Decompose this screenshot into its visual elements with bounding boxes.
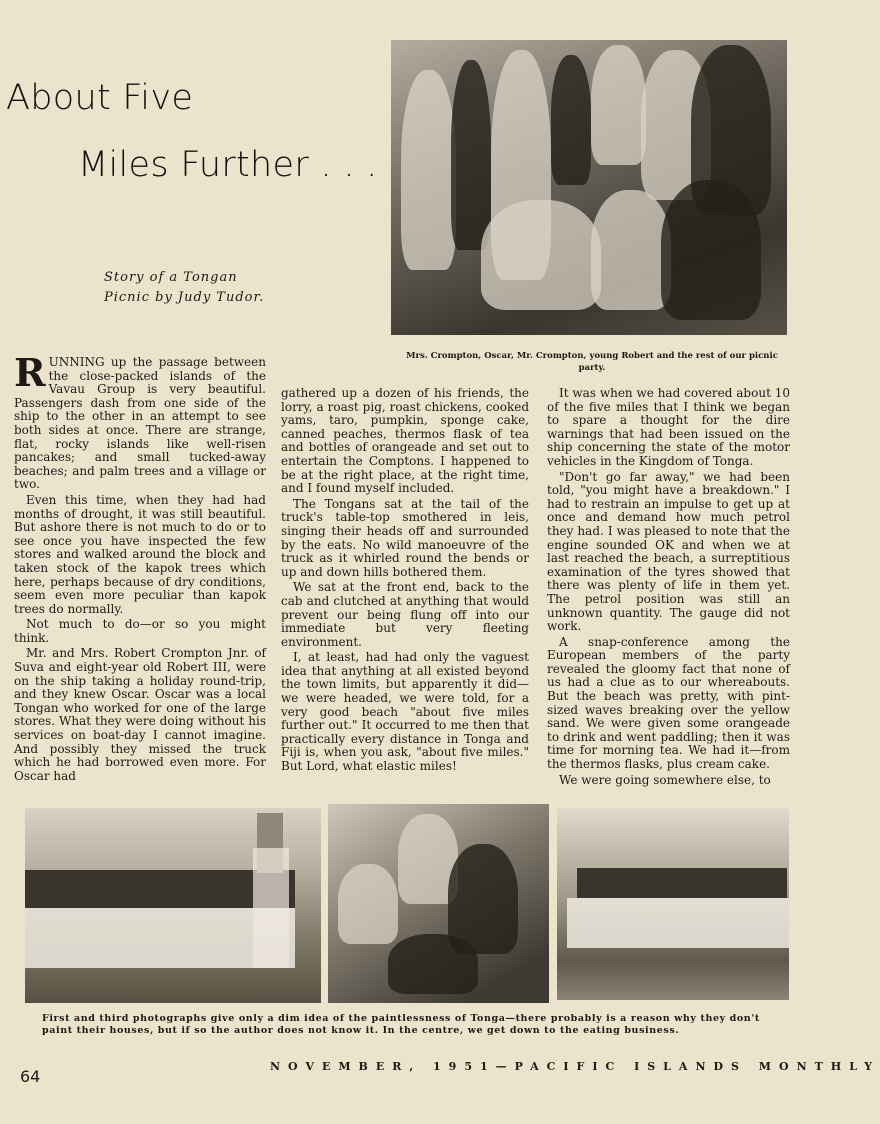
picnic-eating-photo: [328, 804, 549, 1003]
photo-caption-top: Mrs. Crompton, Oscar, Mr. Crompton, young Robert and the rest of our picnic party.: [406, 351, 778, 373]
paragraph: Not much to do—or so you might think.: [14, 617, 266, 645]
group-photo: [391, 40, 787, 335]
paragraph: gathered up a dozen of his friends, the lorry, a roast pig, roast chickens, cooked yams, taro, pumpkin, sponge cake, canned peaches, thermos flask of tea and bottles of orangeade and set out to entertain the Comptons. I happened to be at the right place, at the right time, and I found myself included.: [281, 386, 529, 496]
drop-cap: R: [14, 350, 46, 395]
article-column-2: [281, 387, 529, 776]
paragraph: Even this time, when they had had months of drought, it was still beautiful. But ashore there is not much to do or to see once you have inspected the few stores and walked around the block and taken stock of the kapok trees which here, perhaps because of dry conditions, seem even more peculiar than kapok trees do normally.: [14, 492, 266, 616]
paragraph: "Don't go far away," we had been told, "you might have a breakdown." I had to restrain an impulse to get up at once and demand how much petrol they had. I was pleased to note that the engine sounded OK and when we at last reached the beach, a surreptitious examination of the tyres showed that there was plenty of life in them yet. The petrol position was still an unknown quantity. The gauge did not work.: [547, 469, 790, 634]
paragraph: [14, 350, 266, 492]
byline: Story of a Tongan Picnic by Judy Tudor.: [104, 270, 265, 305]
photo-caption-bottom: First and third photographs give only a dim idea of the paintlessness of Tonga—there probably is a reason why they don't paint their houses, but if so the author does not know it. In the centre, we get down to the eating business.: [42, 1013, 760, 1036]
paragraph: We were going somewhere else, to: [559, 772, 771, 787]
footer-running-head: NOVEMBER, 1951—PACIFIC ISLANDS MONTHLY: [270, 1060, 880, 1073]
paragraph: I, at least, had had only the vaguest idea that anything at all existed beyond the town limits, but apparently it did—we were headed, we were told, for a very good beach "about five miles further out." It occurred to me then that practically every distance in Tonga and Fiji is, when you ask, "about five miles." But Lord, what elastic miles!: [281, 650, 529, 774]
church-photo: [25, 808, 321, 1003]
paragraph: We sat at the front end, back to the cab and clutched at anything that would prevent our being flung off into our immediate but very fleeting environment.: [281, 580, 529, 649]
paragraph: The Tongans sat at the tail of the truck's table-top smothered in leis, singing their heads off and surrounded by the eats. No wild manoeuvre of the truck as it whirled round the bends or up and down hills bothered them.: [281, 496, 529, 579]
paragraph: A snap-conference among the European members of the party revealed the gloomy fact that none of us had a clue as to our whereabouts. But the beach was pretty, with pint-sized waves breaking over the yellow sand. We were given some orangeade to drink and went paddling; then it was time for morning tea. We had it—from the thermos flasks, plus cream cake.: [547, 634, 790, 772]
article-title-line-1: About Five: [6, 78, 194, 118]
page-number: 64: [20, 1067, 41, 1086]
paragraph: It was when we had covered about 10 of the five miles that I think we began to spare a thought for the dire warnings that had been issued on the ship concerning the state of the motor vehicles in the Kingdom of Tonga.: [547, 386, 790, 468]
paragraph-text: UNNING up the passage between the close-packed islands of the Vavau Group is very beautiful. Passengers dash from one side of the ship to the other in an attempt to see both sides at once. There are strange, flat, rocky islands like well-risen pancakes; and small tucked-away beaches; and palm trees and a village or two.: [14, 355, 266, 492]
house-photo: [557, 808, 789, 1000]
paragraph: Mr. and Mrs. Robert Crompton Jnr. of Suva and eight-year old Robert III, were on the ship taking a holiday round-trip, and they knew Oscar. Oscar was a local Tongan who worked for one of the large stores. What they were doing without his services on boat-day I cannot imagine. And possibly they missed the truck which he had borrowed even more. For Oscar had: [14, 646, 266, 783]
article-column-1: [14, 350, 266, 785]
article-column-3: [547, 387, 790, 789]
article-title-line-2: Miles Further . . .: [78, 145, 378, 185]
